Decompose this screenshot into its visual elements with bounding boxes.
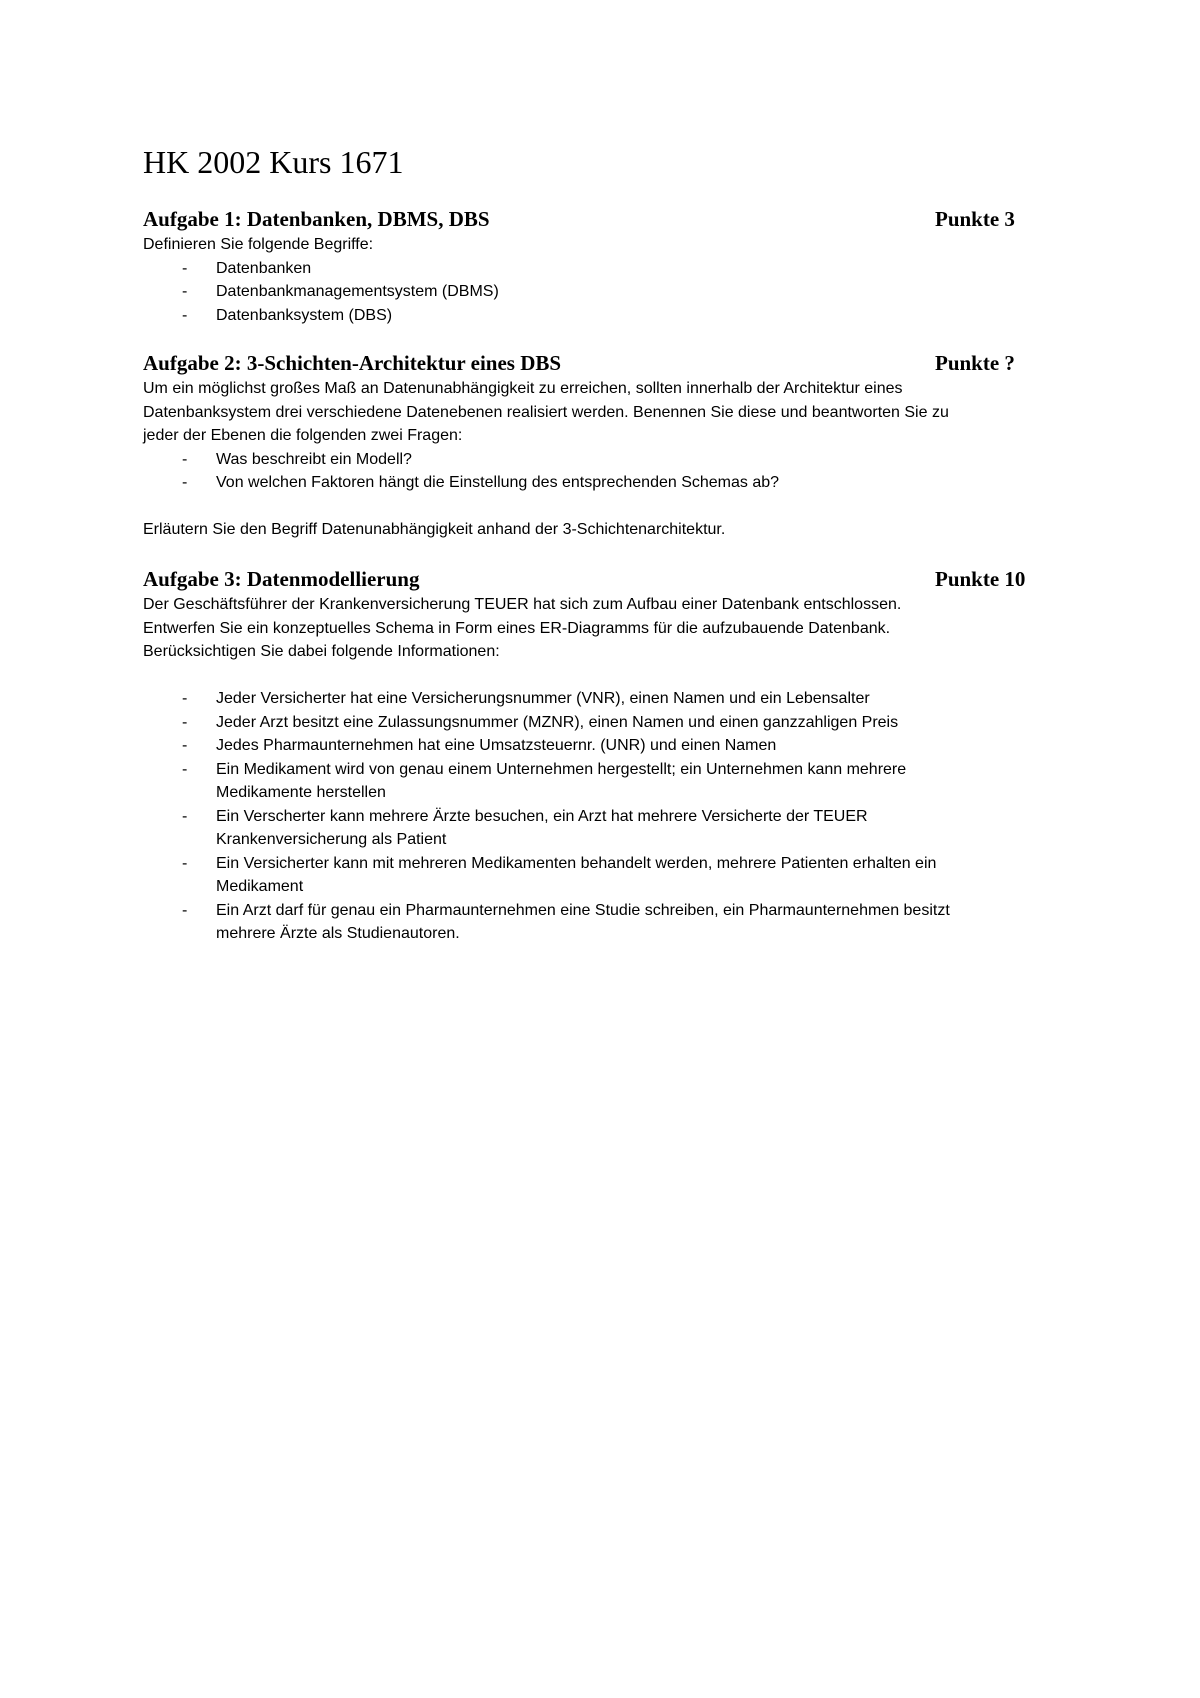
list-item-text: Ein Verscherter kann mehrere Ärzte besuchen, ein Arzt hat mehrere Versicherte der TEUER xyxy=(216,807,868,825)
bullet-dash: - xyxy=(182,283,188,300)
list-item xyxy=(143,471,1063,495)
list-item xyxy=(143,448,1063,472)
list-item xyxy=(143,734,1063,758)
list-item-text: Jeder Versicherter hat eine Versicherungsnummer (VNR), einen Namen und ein Lebensalter xyxy=(216,690,870,707)
task-1-heading: Aufgabe 1: Datenbanken, DBMS, DBS xyxy=(143,207,490,231)
spacer xyxy=(143,495,1063,519)
list-item-text: Jeder Arzt besitzt eine Zulassungsnummer (MZNR), einen Namen und einen ganzzahligen Preis xyxy=(216,713,899,731)
list-item-text-continued: Medikamente herstellen xyxy=(216,784,386,801)
list-item-text: Ein Versicherter kann mit mehreren Medikamenten behandelt werden, mehrere Patienten erhalten ein xyxy=(216,854,937,872)
task-2-points: Punkte ? xyxy=(935,351,1015,375)
task-2-outro xyxy=(143,518,1063,542)
bullet-dash: - xyxy=(182,259,188,277)
task-3-intro xyxy=(143,593,1063,664)
task-3-list xyxy=(143,687,1063,946)
bullet-dash: - xyxy=(182,474,188,491)
list-item-text: Datenbanksystem (DBS) xyxy=(216,306,393,324)
task-1-intro-line: Definieren Sie folgende Begriffe: xyxy=(143,236,374,253)
list-item-text: Ein Arzt darf für genau ein Pharmaunternehmen eine Studie schreiben, ein Pharmaunternehmen besitzt xyxy=(216,901,950,919)
task-3-heading-row xyxy=(143,565,1063,593)
list-item-text-continued: mehrere Ärzte als Studienautoren. xyxy=(216,925,460,942)
list-item xyxy=(143,257,1063,281)
task-1-list xyxy=(143,257,1063,328)
task-2 xyxy=(143,349,1063,542)
task-3-intro-line: Entwerfen Sie ein konzeptuelles Schema in Form eines ER-Diagramms für die aufzubauende Datenbank. xyxy=(143,619,891,637)
list-item-text: Von welchen Faktoren hängt die Einstellung des entsprechenden Schemas ab? xyxy=(216,474,780,491)
task-3-intro-line: Berücksichtigen Sie dabei folgende Informationen: xyxy=(143,643,500,660)
list-item-text: Ein Medikament wird von genau einem Unternehmen hergestellt; ein Unternehmen kann mehrere xyxy=(216,760,907,778)
task-2-intro-line: jeder der Ebenen die folgenden zwei Fragen: xyxy=(143,427,463,444)
bullet-dash: - xyxy=(182,901,188,919)
bullet-dash: - xyxy=(182,737,188,754)
task-1-intro xyxy=(143,233,1063,257)
bullet-dash: - xyxy=(182,760,188,778)
list-item-text: Datenbankmanagementsystem (DBMS) xyxy=(216,283,499,300)
task-3-intro-line: Der Geschäftsführer der Krankenversicherung TEUER hat sich zum Aufbau einer Datenbank entschlossen. xyxy=(143,596,902,613)
document-title: HK 2002 Kurs 1671 xyxy=(143,144,404,180)
task-2-heading: Aufgabe 2: 3-Schichten-Architektur eines DBS xyxy=(143,351,562,375)
list-item xyxy=(143,758,1063,805)
list-item xyxy=(143,304,1063,328)
task-1-heading-row xyxy=(143,205,1063,233)
spacer xyxy=(143,664,1063,688)
task-2-outro-line: Erläutern Sie den Begriff Datenunabhängigkeit anhand der 3-Schichtenarchitektur. xyxy=(143,521,726,538)
task-2-intro xyxy=(143,377,1063,448)
task-2-intro-line: Datenbanksystem drei verschiedene Datenebenen realisiert werden. Benennen Sie diese und beantworten Sie zu xyxy=(143,403,949,421)
bullet-dash: - xyxy=(182,854,188,872)
list-item-text: Was beschreibt ein Modell? xyxy=(216,450,412,468)
bullet-dash: - xyxy=(182,450,188,468)
list-item-text: Datenbanken xyxy=(216,259,312,277)
list-item-text: Jedes Pharmaunternehmen hat eine Umsatzsteuernr. (UNR) und einen Namen xyxy=(216,737,777,754)
list-item xyxy=(143,687,1063,711)
list-item xyxy=(143,852,1063,899)
task-3 xyxy=(143,565,1063,946)
list-item xyxy=(143,711,1063,735)
bullet-dash: - xyxy=(182,690,188,707)
list-item-text-continued: Krankenversicherung als Patient xyxy=(216,831,447,848)
bullet-dash: - xyxy=(182,807,188,825)
task-2-list xyxy=(143,448,1063,495)
task-1-points: Punkte 3 xyxy=(935,207,1015,231)
task-2-intro-line: Um ein möglichst großes Maß an Datenunabhängigkeit zu erreichen, sollten innerhalb der Architektur eines xyxy=(143,380,903,397)
task-1 xyxy=(143,205,1063,327)
task-3-points: Punkte 10 xyxy=(935,567,1026,591)
bullet-dash: - xyxy=(182,306,188,324)
list-item-text-continued: Medikament xyxy=(216,878,304,895)
task-2-heading-row xyxy=(143,349,1063,377)
task-3-heading: Aufgabe 3: Datenmodellierung xyxy=(143,567,420,591)
list-item xyxy=(143,899,1063,946)
list-item xyxy=(143,805,1063,852)
bullet-dash: - xyxy=(182,713,188,731)
list-item xyxy=(143,280,1063,304)
